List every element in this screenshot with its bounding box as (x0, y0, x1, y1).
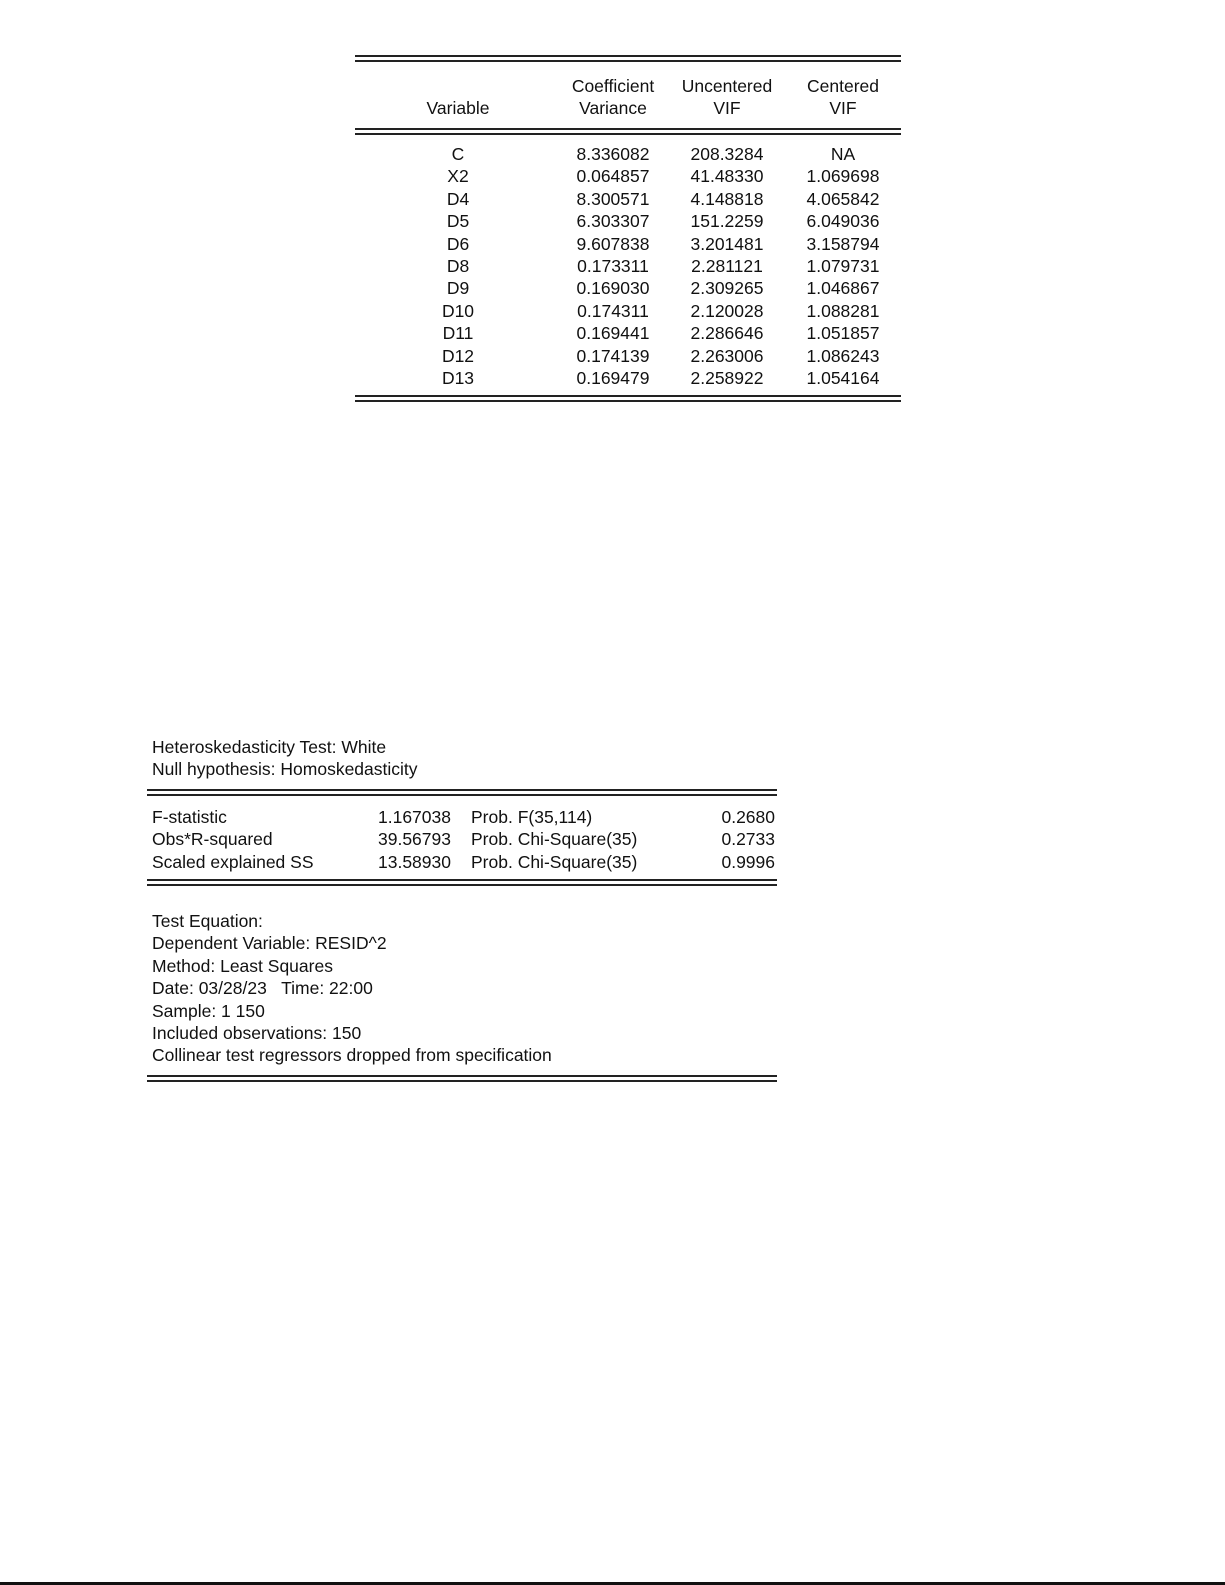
uncentered-vif-cell: 4.148818 (690, 188, 764, 209)
header-uncentered-vif (673, 75, 781, 119)
uncentered-vif-cell: 2.281121 (691, 255, 763, 276)
null-hypothesis: Null hypothesis: Homoskedasticity (152, 759, 418, 780)
table-row (355, 277, 901, 299)
centered-vif-cell: 1.069698 (806, 166, 880, 187)
header-uncentered-vif-line: VIF (713, 98, 741, 118)
coef-variance-cell: 0.173311 (577, 255, 649, 276)
vif-table (355, 55, 901, 402)
centered-vif-cell: 1.046867 (806, 278, 880, 299)
equation-bottom-rule (147, 1075, 777, 1082)
uncentered-vif-cell: 2.263006 (690, 345, 764, 366)
equation-info-line: Method: Least Squares (152, 955, 333, 976)
prob-label: Prob. Chi-Square(35) (471, 851, 638, 872)
prob-value: 0.2733 (721, 829, 775, 850)
variable-cell: D6 (446, 233, 470, 254)
table-body (355, 135, 901, 395)
coef-variance-cell: 8.336082 (576, 144, 650, 164)
coef-variance-cell: 0.174139 (576, 345, 650, 366)
variable-cell: D4 (446, 188, 470, 209)
centered-vif-cell: 1.086243 (806, 345, 880, 366)
coef-variance-cell: 0.064857 (576, 166, 650, 187)
header-centered-vif-line: Centered (807, 76, 879, 96)
prob-label: Prob. F(35,114) (471, 806, 593, 827)
coef-variance-cell: 9.607838 (576, 233, 650, 254)
table-row (355, 300, 901, 322)
equation-info-line: Date: 03/28/23 Time: 22:00 (152, 978, 373, 999)
table-row (355, 255, 901, 277)
stat-value: 39.56793 (378, 829, 451, 850)
prob-value: 0.2680 (721, 806, 775, 827)
centered-vif-cell: 1.088281 (806, 300, 880, 321)
header-coefficient-variance-line: Coefficient (571, 76, 655, 96)
table-row (355, 233, 901, 255)
header-variable-line: Variable (426, 98, 490, 118)
centered-vif-cell: 1.054164 (806, 367, 880, 388)
stats-row (147, 806, 777, 828)
variable-cell: C (451, 144, 465, 164)
centered-vif-cell: 4.065842 (806, 188, 880, 209)
uncentered-vif-cell: 3.201481 (690, 233, 764, 254)
prob-value: 0.9996 (721, 851, 775, 872)
header-coefficient-variance-line: Variance (579, 98, 647, 118)
stat-label: Obs*R-squared (152, 829, 273, 850)
variable-cell: D13 (441, 367, 475, 388)
stats-top-rule (147, 789, 777, 796)
coef-variance-cell: 6.303307 (576, 211, 650, 232)
uncentered-vif-cell: 2.286646 (690, 323, 764, 344)
stat-value: 13.58930 (378, 851, 451, 872)
white-test-output (147, 736, 777, 1082)
uncentered-vif-cell: 41.48330 (690, 166, 764, 187)
table-row (355, 345, 901, 367)
test-equation-info (147, 886, 777, 1075)
coef-variance-cell: 0.169030 (576, 278, 650, 299)
coef-variance-cell: 8.300571 (576, 188, 650, 209)
header-uncentered-vif-line: Uncentered (681, 76, 773, 96)
stat-label: F-statistic (152, 806, 227, 827)
equation-info-line: Test Equation: (152, 910, 263, 931)
header-variable (395, 97, 521, 119)
header-coefficient-variance (551, 75, 675, 119)
white-test-heading (147, 736, 777, 781)
stats-row (147, 851, 777, 873)
variable-cell: D8 (446, 255, 470, 276)
table-row (355, 143, 901, 165)
stat-value: 1.167038 (378, 806, 451, 827)
centered-vif-cell: 6.049036 (806, 211, 880, 232)
centered-vif-cell: 3.158794 (806, 233, 880, 254)
centered-vif-cell: 1.051857 (806, 323, 880, 344)
header-rule (355, 128, 901, 135)
test-title: Heteroskedasticity Test: White (152, 737, 387, 757)
centered-vif-cell: 1.079731 (806, 255, 880, 276)
coef-variance-cell: 0.169441 (576, 323, 650, 344)
variable-cell: D11 (442, 323, 474, 344)
equation-info-line: Dependent Variable: RESID^2 (152, 933, 387, 954)
table-row (355, 322, 901, 344)
table-bottom-rule (355, 395, 901, 402)
equation-info-line: Included observations: 150 (152, 1023, 362, 1044)
centered-vif-cell: NA (830, 144, 856, 164)
table-row (355, 210, 901, 232)
coef-variance-cell: 0.169479 (576, 367, 650, 388)
table-row (355, 188, 901, 210)
stats-table (147, 796, 777, 879)
variable-cell: D12 (441, 345, 475, 366)
variable-cell: D5 (446, 211, 470, 232)
variable-cell: D9 (446, 278, 470, 299)
variable-cell: X2 (447, 166, 469, 187)
table-row (355, 367, 901, 389)
stats-bottom-rule (147, 879, 777, 886)
coef-variance-cell: 0.174311 (577, 300, 649, 321)
header-centered-vif (787, 75, 899, 119)
table-top-rule (355, 55, 901, 62)
equation-info-line: Collinear test regressors dropped from specification (152, 1045, 552, 1066)
stat-label: Scaled explained SS (152, 851, 314, 872)
uncentered-vif-cell: 2.258922 (690, 367, 764, 388)
equation-info-line: Sample: 1 150 (152, 1000, 265, 1021)
uncentered-vif-cell: 2.309265 (690, 278, 764, 299)
variable-cell: D10 (441, 300, 475, 321)
uncentered-vif-cell: 208.3284 (690, 144, 764, 164)
stats-row (147, 828, 777, 850)
table-row (355, 165, 901, 187)
table-header (355, 62, 901, 128)
uncentered-vif-cell: 2.120028 (690, 300, 764, 321)
uncentered-vif-cell: 151.2259 (690, 211, 764, 232)
header-centered-vif-line: VIF (829, 98, 857, 118)
prob-label: Prob. Chi-Square(35) (471, 829, 638, 850)
